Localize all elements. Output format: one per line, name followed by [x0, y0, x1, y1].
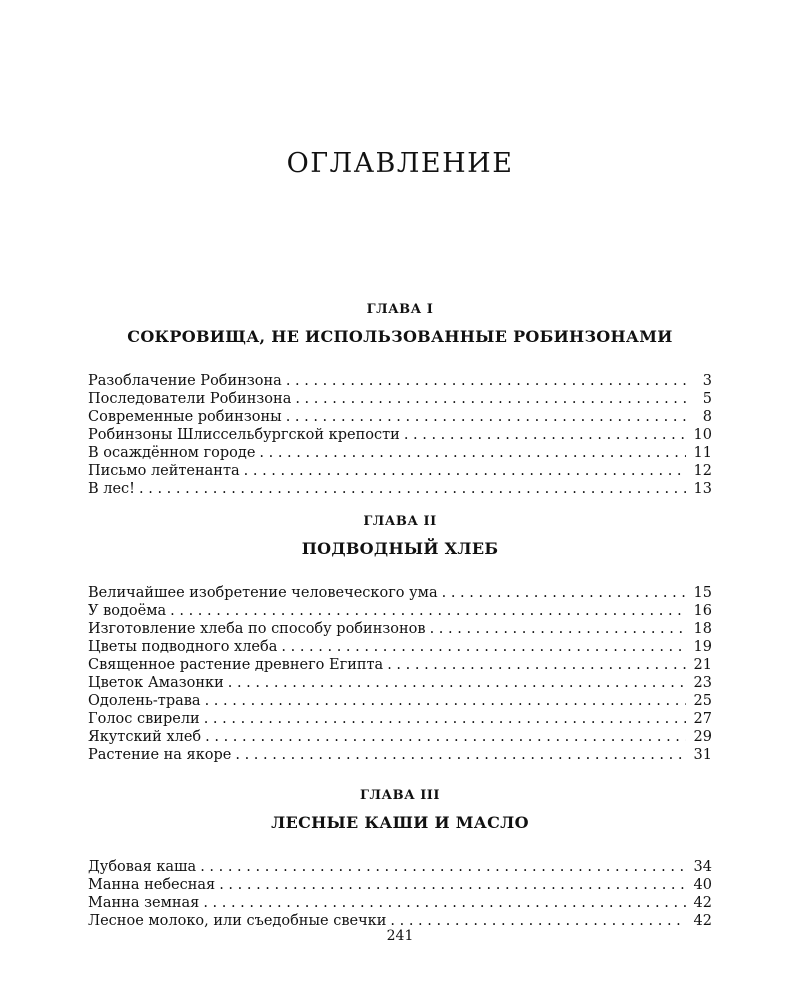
entry-page: 10 — [693, 427, 712, 443]
toc-entry[interactable] — [88, 480, 712, 498]
entry-page: 16 — [693, 603, 712, 619]
chapter-title: ПОДВОДНЫЙ ХЛЕБ — [301, 539, 499, 558]
entry-title: Цветы подводного хлеба — [88, 639, 278, 655]
dot-leader — [200, 858, 686, 876]
entry-page: 25 — [693, 693, 712, 709]
dot-leader — [204, 710, 686, 728]
entry-page: 42 — [693, 913, 712, 929]
toc-entry[interactable] — [88, 858, 712, 876]
entry-title: Современные робинзоны — [88, 409, 282, 425]
entry-page: 21 — [693, 657, 712, 673]
entry-title: Одолень-трава — [88, 693, 201, 709]
entry-title: В осаждённом городе — [88, 445, 256, 461]
entry-title: Манна небесная — [88, 877, 216, 893]
entry-page: 34 — [693, 859, 712, 875]
dot-leader — [387, 656, 686, 674]
entry-page: 15 — [693, 585, 712, 601]
chapter-1-section — [88, 302, 712, 498]
entry-page: 40 — [693, 877, 712, 893]
toc-entry[interactable] — [88, 876, 712, 894]
entry-title: Якутский хлеб — [88, 729, 202, 745]
toc-entry[interactable] — [88, 894, 712, 912]
entry-page: 13 — [693, 481, 712, 497]
dot-leader — [139, 480, 686, 498]
dot-leader — [205, 692, 686, 710]
toc-entry[interactable] — [88, 602, 712, 620]
chapter-label: ГЛАВА I — [366, 302, 434, 317]
page-number: 241 — [386, 928, 414, 944]
chapter-2-section — [88, 514, 712, 764]
toc-entry[interactable] — [88, 372, 712, 390]
dot-leader — [259, 444, 686, 462]
toc-entry[interactable] — [88, 638, 712, 656]
dot-leader — [235, 746, 686, 764]
entry-title: Робинзоны Шлиссельбургской крепости — [88, 427, 400, 443]
chapter-title: СОКРОВИЩА, НЕ ИСПОЛЬЗОВАННЫЕ РОБИНЗОНАМИ — [127, 327, 673, 346]
page-title: ОГЛАВЛЕНИЕ — [286, 148, 514, 179]
entry-title: Величайшее изобретение человеческого ума — [88, 585, 438, 601]
dot-leader — [430, 620, 686, 638]
dot-leader — [219, 876, 686, 894]
chapter-3-section — [88, 788, 712, 930]
entry-page: 19 — [693, 639, 712, 655]
entry-page: 5 — [702, 391, 712, 407]
toc-entries — [88, 584, 712, 764]
dot-leader — [295, 390, 686, 408]
entry-page: 18 — [693, 621, 712, 637]
dot-leader — [281, 638, 686, 656]
chapter-label: ГЛАВА II — [363, 514, 437, 529]
dot-leader — [228, 674, 686, 692]
entry-page: 8 — [702, 409, 712, 425]
entry-page: 27 — [693, 711, 712, 727]
entry-title: Изготовление хлеба по способу робинзонов — [88, 621, 426, 637]
dot-leader — [203, 894, 686, 912]
entry-title: Цветок Амазонки — [88, 675, 224, 691]
dot-leader — [286, 372, 686, 390]
entry-title: Разоблачение Робинзона — [88, 373, 282, 389]
entry-page: 23 — [693, 675, 712, 691]
toc-entry[interactable] — [88, 444, 712, 462]
entry-page: 31 — [693, 747, 712, 763]
entry-title: У водоёма — [88, 603, 167, 619]
entry-page: 42 — [693, 895, 712, 911]
entry-title: Лесное молоко, или съедобные свечки — [88, 913, 387, 929]
chapter-title: ЛЕСНЫЕ КАШИ И МАСЛО — [271, 813, 529, 832]
entry-title: В лес! — [88, 481, 136, 497]
toc-entry[interactable] — [88, 710, 712, 728]
dot-leader — [442, 584, 686, 602]
entry-title: Последователи Робинзона — [88, 391, 292, 407]
toc-entry[interactable] — [88, 426, 712, 444]
toc-entry[interactable] — [88, 692, 712, 710]
entry-title: Растение на якоре — [88, 747, 232, 763]
dot-leader — [170, 602, 686, 620]
entry-page: 11 — [693, 445, 712, 461]
entry-page: 12 — [693, 463, 712, 479]
toc-entries — [88, 372, 712, 498]
entry-title: Священное растение древнего Египта — [88, 657, 384, 673]
entry-title: Манна земная — [88, 895, 200, 911]
dot-leader — [404, 426, 686, 444]
entry-page: 3 — [702, 373, 712, 389]
toc-entry[interactable] — [88, 728, 712, 746]
entry-title: Голос свирели — [88, 711, 200, 727]
chapter-label: ГЛАВА III — [360, 788, 440, 803]
toc-entry[interactable] — [88, 462, 712, 480]
dot-leader — [244, 462, 686, 480]
entry-title: Дубовая каша — [88, 859, 197, 875]
toc-entry[interactable] — [88, 674, 712, 692]
dot-leader — [286, 408, 686, 426]
entry-title: Письмо лейтенанта — [88, 463, 240, 479]
toc-entry[interactable] — [88, 584, 712, 602]
entry-page: 29 — [693, 729, 712, 745]
toc-entry[interactable] — [88, 620, 712, 638]
toc-entries — [88, 858, 712, 930]
toc-entry[interactable] — [88, 746, 712, 764]
toc-entry[interactable] — [88, 656, 712, 674]
toc-entry[interactable] — [88, 408, 712, 426]
dot-leader — [205, 728, 686, 746]
toc-entry[interactable] — [88, 390, 712, 408]
